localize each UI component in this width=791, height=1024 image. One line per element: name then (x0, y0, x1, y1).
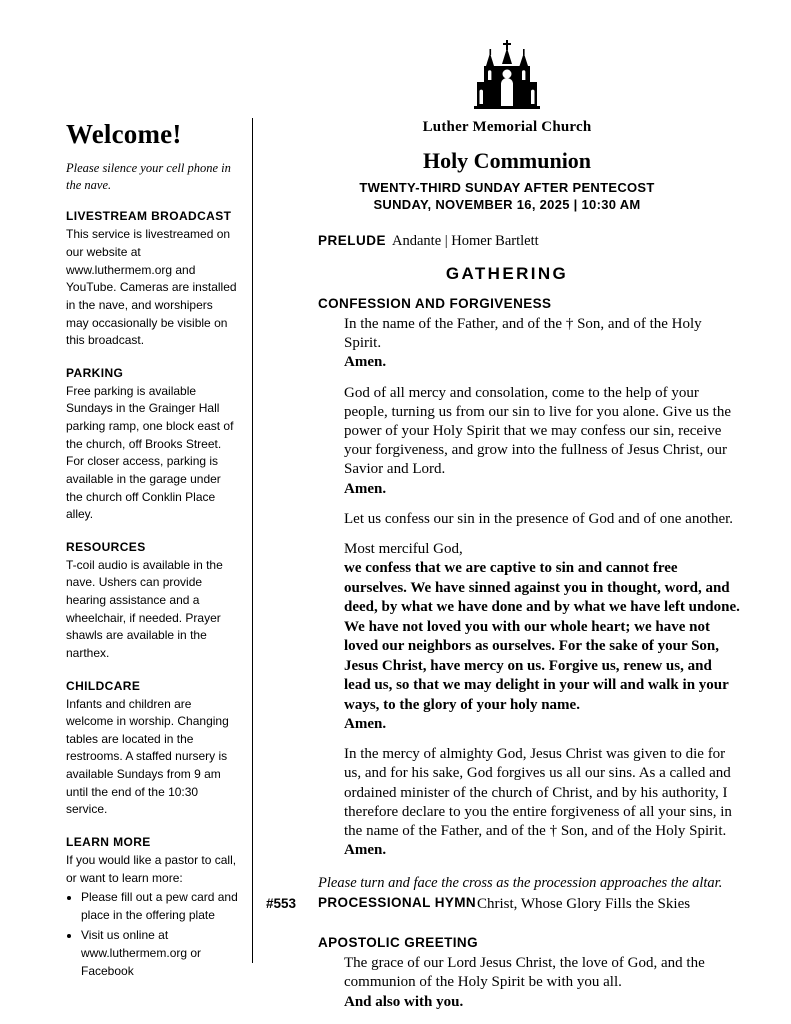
confession-invocation: In the name of the Father, and of the † Son, and of the Holy Spirit. (344, 316, 702, 352)
prelude-label: PRELUDE (318, 233, 387, 248)
silence-phone-note: Please silence your cell phone in the nave. (66, 160, 231, 192)
confession-address: Most merciful God, (344, 540, 463, 557)
church-logo (272, 40, 742, 115)
sidebar-heading-resources: RESOURCES (66, 539, 146, 554)
confession-amen-1: Amen. (344, 354, 387, 371)
prelude-row (272, 232, 742, 250)
sidebar-heading-livestream: LIVESTREAM BROADCAST (66, 209, 232, 224)
welcome-title: Welcome! (66, 119, 182, 149)
greeting-text: The grace of our Lord Jesus Christ, the love of God, and the communion of the Holy Spirit be with you all. (344, 955, 705, 991)
confession-text: we confess that we are captive to sin and cannot free ourselves. We have sinned against you in thought, word, and deed, by what we have done and by what we have left undone. We have not loved you with our whole heart; we have not loved our neighbors as ourselves. For the sake of your Son, Jesus Christ, have mercy on us. Forgive us, renew us, and lead us, so that we may delight in your will and walk in your ways, to the glory of your holy name. (344, 560, 740, 713)
confession-amen-3: Amen. (344, 716, 387, 733)
absolution-text: In the mercy of almighty God, Jesus Christ was given to die for us, and for his sake, God forgives us all our sins. As a called and ordained minister of the church of Christ, and by his authority, I therefore declare to you the entire forgiveness of all your sins, in the name of the Father, and of the † Son, and of the Holy Spirit. (344, 746, 732, 839)
confession-amen-4: Amen. (344, 842, 387, 859)
confession-invitation: Let us confess our sin in the presence of God and of one another. (344, 510, 734, 527)
sidebar-heading-learn-more: LEARN MORE (66, 834, 151, 849)
list-item: • Visit us online at www.luthermem.org or Facebook (81, 927, 238, 980)
main-content (266, 40, 742, 1023)
sidebar-body-learn-more: If you would like a pastor to call, or want to learn more: (66, 852, 237, 885)
sidebar-body-livestream: This service is livestreamed on our website at www.luthermem.org and YouTube. Cameras are installed in the nave, and worshipers may occasionally be visible on this broadcast. (66, 227, 237, 348)
section-heading-gathering: GATHERING (445, 264, 569, 283)
hymn-title: Christ, Whose Glory Fills the Skies (477, 896, 691, 913)
heading-apostolic-greeting: APOSTOLIC GREETING (318, 935, 478, 951)
service-title: Holy Communion (422, 148, 592, 173)
prelude-title: Andante | Homer Bartlett (392, 233, 539, 249)
confession-amen-2: Amen. (344, 480, 387, 497)
sidebar-body-resources: T-coil audio is available in the nave. Ushers can provide hearing assistance and a wheelchair, if needed. Prayer shawls are available in the narthex. (66, 557, 223, 660)
confession-prayer: God of all mercy and consolation, come to the help of your people, turning us from our sin to live for you alone. Give us the power of your Holy Spirit that we may confess our sin, receive your forgiveness, and grow into the fullness of Jesus Christ, our Savior and Lord. (344, 384, 732, 478)
sidebar-heading-childcare: CHILDCARE (66, 678, 141, 693)
sidebar-body-parking: Free parking is available Sundays in the Grainger Hall parking ramp, one block east of the church, off Brooks Street. For closer access, parking is available in the garage under the church off Conklin Place alley. (66, 383, 234, 522)
service-datetime: SUNDAY, NOVEMBER 16, 2025 | 10:30 AM (373, 197, 641, 212)
sidebar-learn-more-list (66, 889, 238, 980)
list-item: • Please fill out a pew card and place in the offering plate (81, 889, 238, 924)
processional-hymn-row (266, 895, 742, 915)
sidebar-body-childcare: Infants and children are welcome in worship. Changing tables are located in the restrooms. A staffed nursery is available Sundays from 9 am until the end of the 10:30 service. (66, 696, 229, 817)
service-occasion: TWENTY-THIRD SUNDAY AFTER PENTECOST (359, 180, 655, 195)
heading-confession-and-forgiveness: CONFESSION AND FORGIVENESS (318, 296, 552, 311)
hymn-label: PROCESSIONAL HYMN (318, 895, 477, 911)
sidebar-heading-parking: PARKING (66, 365, 124, 380)
column-divider (252, 118, 253, 963)
church-building-icon (465, 40, 549, 110)
church-name: Luther Memorial Church (422, 119, 592, 135)
sidebar (66, 120, 238, 983)
hymn-number: #553 (266, 896, 297, 912)
greeting-response: And also with you. (344, 993, 464, 1010)
procession-rubric: Please turn and face the cross as the procession approaches the altar. (318, 875, 723, 892)
